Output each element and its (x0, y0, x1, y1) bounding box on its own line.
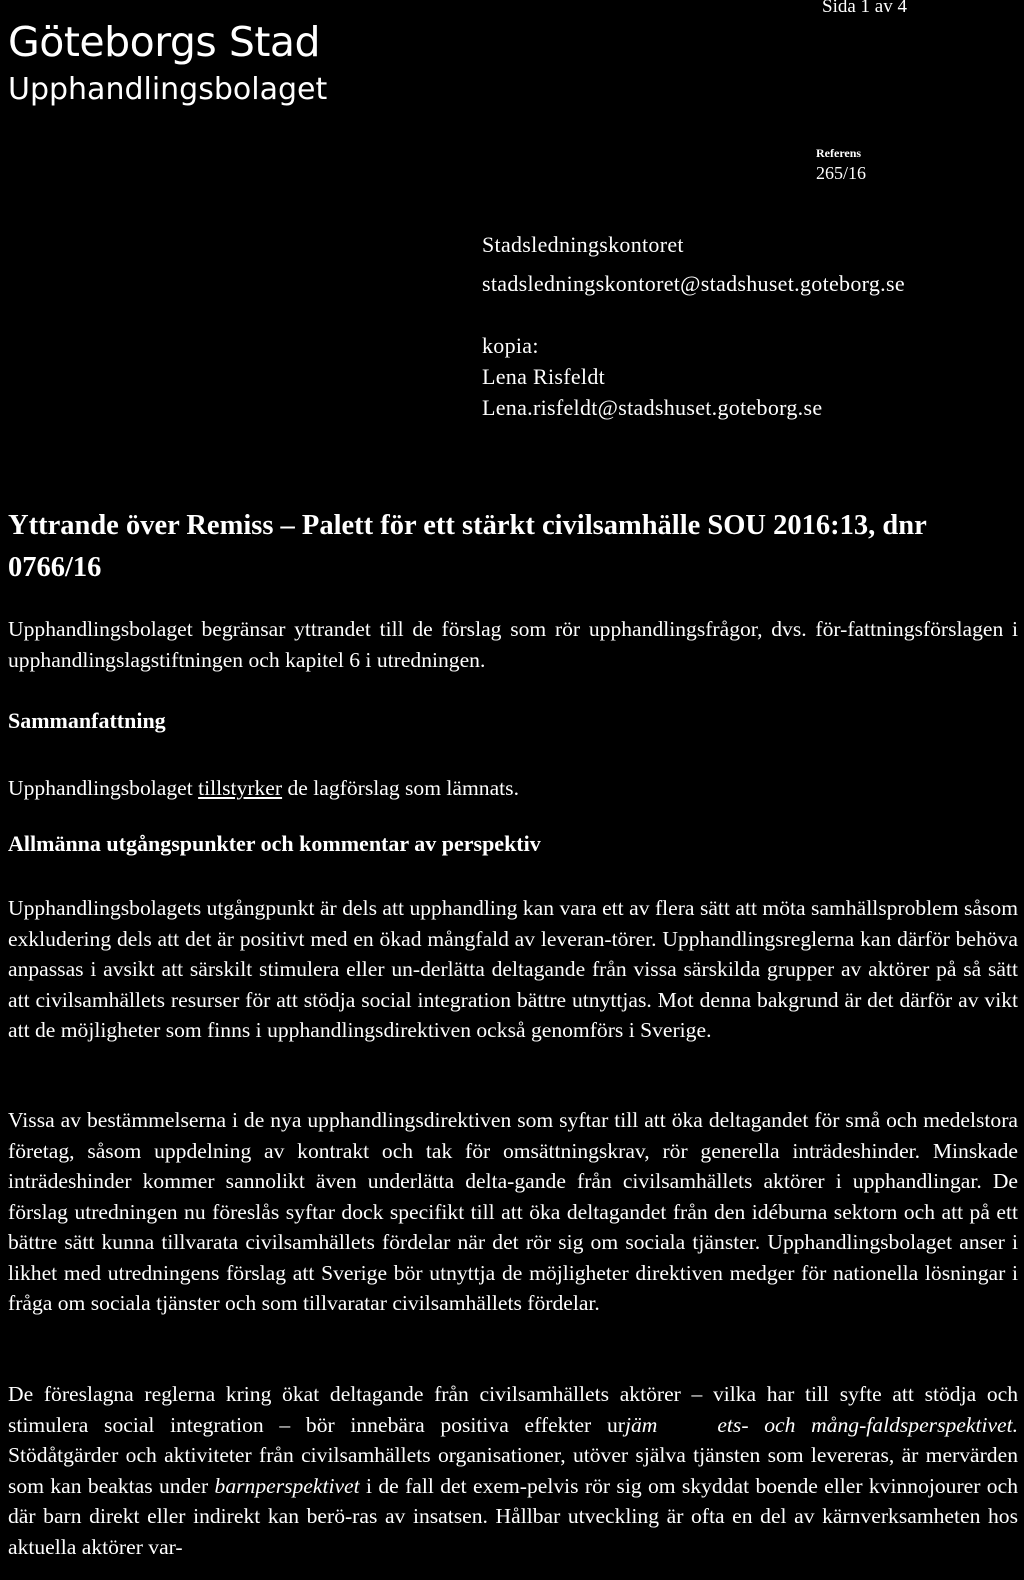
paragraph-3-part-c: i de fall det exem-pelvis rör sig om skyddat boende eller kvinnojourer och där barn direkt eller indirekt kan berö-ras av insatsen. Hållbar utveckling är ofta en del av kärnverksamheten hos aktuella aktörer var- (8, 1473, 1018, 1559)
org-name: Göteborgs Stad (8, 18, 321, 66)
reference-value: 265/16 (816, 163, 867, 183)
section-paragraph-1: Upphandlingsbolagets utgångpunkt är dels att upphandling kan vara ett av flera sätt att möta samhällsproblem såsom exkludering dels att det är positivt med en ökad mångfald av leveran-törer. Upphandlingsreglerna kan därför behöva anpassas i avsikt att särskilt stimulera eller un-derlätta deltagande från vissa särskilda grupper av aktörer på så sätt att civilsamhällets resurser för att stödja social integration bättre utnyttjas. Mot denna bakgrund är det därför av vikt att de möjligheter som finns i upphandlingsdirektiven också genomförs i Sverige. (8, 896, 1018, 1042)
copy-label: kopia: (482, 333, 539, 358)
summary-text (8, 773, 1018, 804)
org-subtitle: Upphandlingsbolaget (8, 72, 328, 107)
recipient-name: Stadsledningskontoret (482, 232, 684, 257)
summary-text-start: Upphandlingsbolaget (8, 776, 199, 800)
paragraph-3-italic-1: jäm (624, 1412, 658, 1437)
section-heading: Allmänna utgångspunkter och kommentar av perspektiv (8, 831, 541, 856)
copy-email: Lena.risfeldt@stadshuset.goteborg.se (482, 395, 823, 420)
paragraph-3-part-a: De föreslagna reglerna kring ökat deltagande från civilsamhällets aktörer – vilka har till syfte att stödja och stimulera social integration – bör innebära positiva effekter ur (8, 1382, 1018, 1437)
section-paragraph-3 (8, 1379, 1018, 1562)
summary-text-end: de lagförslag som lämnats. (282, 776, 519, 800)
summary-text-emphasis: tillstyrker (198, 776, 283, 800)
copy-name: Lena Risfeldt (482, 364, 606, 389)
paragraph-3-part-b: Stödåtgärder och aktiviteter från civilsamhällets organisationer, utöver själva tjänsten som levereras, är mervärden som kan beaktas under (8, 1443, 1018, 1498)
page-number: Sida 1 av 4 (822, 0, 907, 17)
paragraph-3-italic-2: ets- och mång-faldsperspektivet. (717, 1412, 1019, 1437)
document-title: Yttrande över Remiss – Palett för ett stärkt civilsamhälle SOU 2016:13, dnr 0766/16 (8, 510, 927, 583)
intro-paragraph: Upphandlingsbolaget begränsar yttrandet till de förslag som rör upphandlingsfrågor, dvs. för-fattningsförslagen i upphandlingslagstiftningen och kapitel 6 i utredningen. (8, 617, 1018, 672)
summary-heading: Sammanfattning (8, 708, 166, 733)
reference-label: Referens (816, 146, 862, 160)
recipient-email: stadsledningskontoret@stadshuset.goteborg.se (482, 271, 905, 296)
section-paragraph-2: Vissa av bestämmelserna i de nya upphandlingsdirektiven som syftar till att öka deltagandet för små och medelstora företag, såsom uppdelning av kontrakt och tak för omsättningskrav, rör generella inträdeshinder. Minskade inträdeshinder kommer sannolikt även underlätta delta-gande från civilsamhällets aktörer i upphandlingar. De förslag utredningen nu föreslås syftar dock specifikt till att öka deltagandet från den idéburna sektorn och att på ett bättre sätt kunna tillvarata civilsamhällets fördelar när det rör sig om sociala tjänster. Upphandlingsbolaget anser i likhet med utredningens förslag att Sverige bör utnyttja de möjligheter direktiven medger för nationella lösningar i fråga om sociala tjänster och som tillvaratar civilsamhällets fördelar. (8, 1108, 1018, 1315)
paragraph-3-italic-3: barnperspektivet (214, 1473, 360, 1498)
